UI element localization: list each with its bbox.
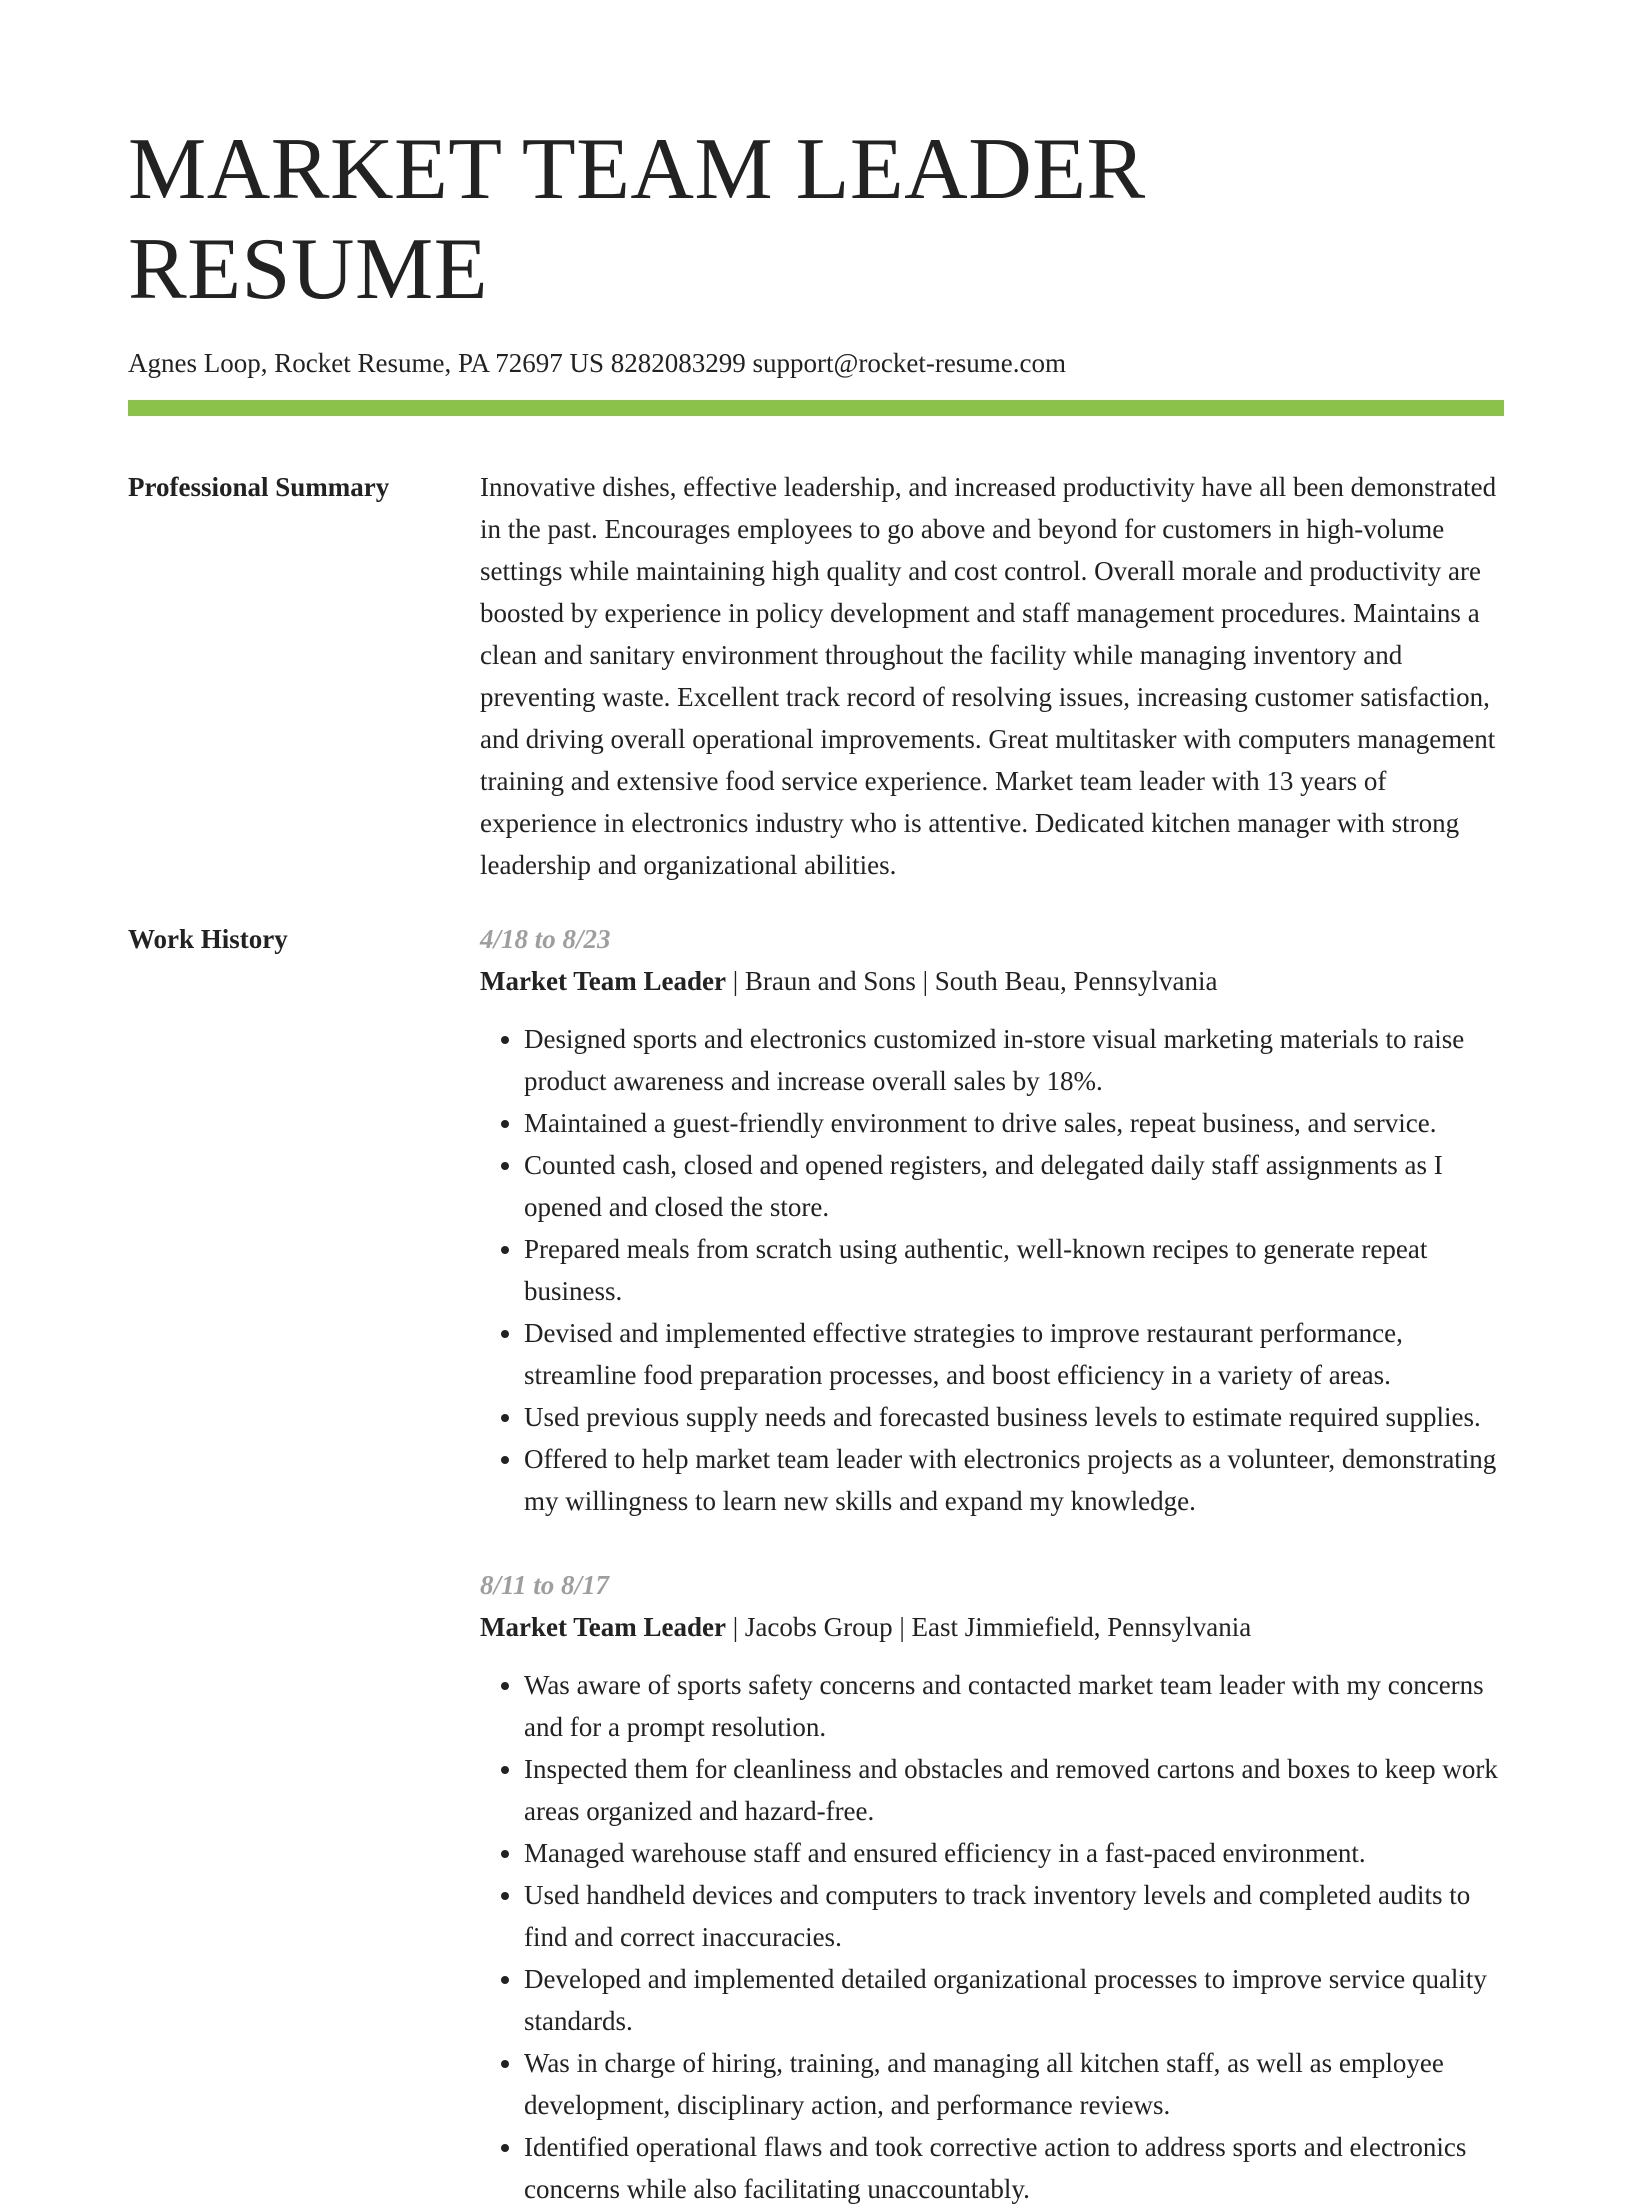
contact-line: Agnes Loop, Rocket Resume, PA 72697 US 8282083299 support@rocket-resume.com xyxy=(128,348,1067,378)
list-item: • Was aware of sports safety concerns and contacted market team leader with my concerns and for a prompt resolution. xyxy=(524,1664,1504,1748)
list-item: • Designed sports and electronics customized in-store visual marketing materials to raise product awareness and increase overall sales by 18%. xyxy=(524,1018,1504,1102)
page-title: MARKET TEAM LEADER RESUME xyxy=(128,121,1146,318)
professional-summary-section xyxy=(128,466,1504,886)
summary-text: Innovative dishes, effective leadership, and increased productivity have all been demonstrated in the past. Encourages employees to go above and beyond for customers in high-volume settings while maintaining high quality and cost control. Overall morale and productivity are boosted by experience in policy development and staff management procedures. Maintains a clean and sanitary environment throughout the facility while managing inventory and preventing waste. Excellent track record of resolving issues, increasing customer satisfaction, and driving overall operational improvements. Great multitasker with computers management training and extensive food service experience. Market team leader with 13 years of experience in electronics industry who is attentive. Dedicated kitchen manager with strong leadership and organizational abilities. xyxy=(480,472,1497,880)
accent-divider xyxy=(128,400,1504,416)
list-item: • Developed and implemented detailed organizational processes to improve service quality standards. xyxy=(524,1958,1504,2042)
work-history-body xyxy=(480,918,1504,2210)
list-item: • Used previous supply needs and forecasted business levels to estimate required supplies. xyxy=(524,1396,1504,1438)
job-entry xyxy=(480,1564,1504,2210)
section-label-work-history: Work History xyxy=(128,924,288,954)
list-item: • Offered to help market team leader with electronics projects as a volunteer, demonstrating my willingness to learn new skills and expand my knowledge. xyxy=(524,1438,1504,1522)
list-item: • Used handheld devices and computers to track inventory levels and completed audits to find and correct inaccuracies. xyxy=(524,1874,1504,1958)
job-title: Market Team Leader xyxy=(480,966,726,996)
job-heading xyxy=(480,960,1504,1002)
job-details: | Jacobs Group | East Jimmiefield, Pennsylvania xyxy=(725,1612,1252,1642)
list-item: • Identified operational flaws and took corrective action to address sports and electronics concerns while also facilitating unaccountably. xyxy=(524,2126,1504,2210)
list-item: • Devised and implemented effective strategies to improve restaurant performance, streamline food preparation processes, and boost efficiency in a variety of areas. xyxy=(524,1312,1504,1396)
work-history-section xyxy=(128,918,1504,2210)
job-bullets xyxy=(480,1664,1504,2210)
job-entry xyxy=(480,918,1504,1522)
resume-page xyxy=(128,0,1504,2210)
list-item: • Maintained a guest-friendly environment to drive sales, repeat business, and service. xyxy=(524,1102,1504,1144)
job-details: | Braun and Sons | South Beau, Pennsylvania xyxy=(725,966,1218,996)
list-item: • Managed warehouse staff and ensured efficiency in a fast-paced environment. xyxy=(524,1832,1504,1874)
list-item: • Was in charge of hiring, training, and managing all kitchen staff, as well as employee development, disciplinary action, and performance reviews. xyxy=(524,2042,1504,2126)
job-title: Market Team Leader xyxy=(480,1612,726,1642)
section-label-summary: Professional Summary xyxy=(128,472,390,502)
job-dates: 8/11 to 8/17 xyxy=(480,1570,610,1600)
job-heading xyxy=(480,1606,1504,1648)
list-item: • Inspected them for cleanliness and obstacles and removed cartons and boxes to keep work areas organized and hazard-free. xyxy=(524,1748,1504,1832)
job-dates: 4/18 to 8/23 xyxy=(480,924,611,954)
list-item: • Counted cash, closed and opened registers, and delegated daily staff assignments as I opened and closed the store. xyxy=(524,1144,1504,1228)
list-item: • Prepared meals from scratch using authentic, well-known recipes to generate repeat business. xyxy=(524,1228,1504,1312)
job-bullets xyxy=(480,1018,1504,1522)
